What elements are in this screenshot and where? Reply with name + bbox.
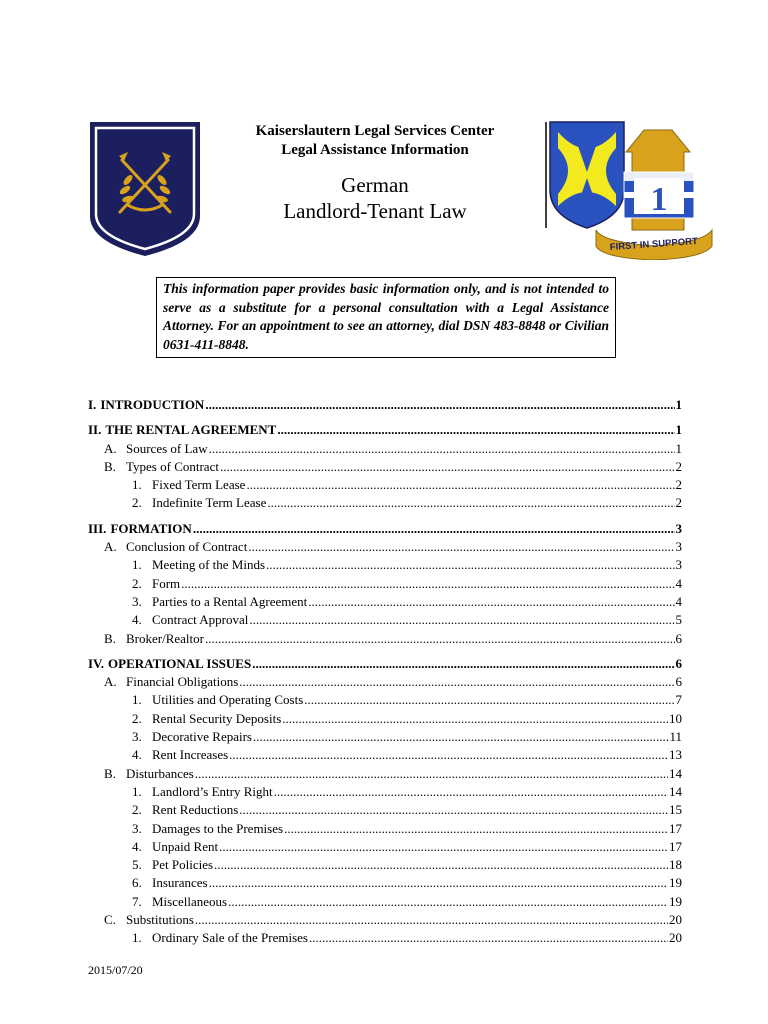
toc-entry-label: Disturbances <box>126 765 194 781</box>
toc-entry-label: OPERATIONAL ISSUES <box>108 655 252 671</box>
toc-entry-number: I. <box>88 397 97 412</box>
toc-leader-dots <box>181 575 674 593</box>
toc-entry[interactable] <box>88 575 682 593</box>
toc-leader-dots <box>220 458 675 476</box>
toc-entry-number: 1. <box>132 477 142 493</box>
toc-leader-dots <box>219 838 668 856</box>
toc-entry-number: 3. <box>132 593 142 609</box>
toc-entry-page: 2 <box>675 495 682 511</box>
toc-leader-dots <box>266 556 674 574</box>
document-title-line2: Landlord-Tenant Law <box>283 199 467 223</box>
document-header <box>210 122 540 224</box>
toc-entry[interactable] <box>88 396 682 414</box>
toc-entry[interactable] <box>88 611 682 629</box>
toc-entry-label: Insurances <box>152 875 208 891</box>
toc-leader-dots <box>193 520 675 538</box>
toc-entry[interactable] <box>88 630 682 648</box>
toc-entry-page: 18 <box>669 857 682 873</box>
toc-entry-page: 17 <box>669 820 682 836</box>
toc-leader-dots <box>284 820 668 838</box>
crest-motto: FIRST IN SUPPORT <box>609 235 699 254</box>
toc-entry-page: 20 <box>669 912 682 928</box>
toc-entry-number: 5. <box>132 857 142 873</box>
toc-entry-number: 2. <box>132 710 142 726</box>
toc-leader-dots <box>239 673 674 691</box>
toc-leader-dots <box>277 421 674 439</box>
toc-entry-page: 1 <box>675 422 682 438</box>
toc-entry-label: Decorative Repairs <box>152 729 252 745</box>
toc-entry-label: Indefinite Term Lease <box>152 495 267 511</box>
toc-entry-page: 11 <box>669 729 682 745</box>
toc-entry[interactable] <box>88 783 682 801</box>
toc-leader-dots <box>214 856 668 874</box>
toc-entry-page: 19 <box>669 893 682 909</box>
toc-entry-number: A. <box>104 674 117 690</box>
toc-entry[interactable] <box>88 673 682 691</box>
toc-entry-label: Rental Security Deposits <box>152 710 282 726</box>
toc-entry-page: 13 <box>669 747 682 763</box>
table-of-contents <box>88 396 682 948</box>
toc-entry[interactable] <box>88 874 682 892</box>
jag-corps-shield-icon <box>88 120 202 258</box>
toc-leader-dots <box>249 611 674 629</box>
toc-entry-page: 3 <box>675 557 682 573</box>
toc-leader-dots <box>246 476 674 494</box>
toc-entry-label: FORMATION <box>110 520 192 536</box>
toc-leader-dots <box>195 911 668 929</box>
toc-entry[interactable] <box>88 440 682 458</box>
toc-entry-label: Types of Contract <box>126 458 219 474</box>
toc-entry-number: A. <box>104 440 117 456</box>
toc-entry-number: 3. <box>132 820 142 836</box>
toc-entry[interactable] <box>88 593 682 611</box>
toc-entry-number: B. <box>104 765 116 781</box>
toc-entry[interactable] <box>88 856 682 874</box>
toc-entry[interactable] <box>88 458 682 476</box>
toc-entry-page: 5 <box>675 612 682 628</box>
toc-entry-page: 20 <box>669 930 682 946</box>
toc-entry-page: 14 <box>669 783 682 799</box>
toc-entry-number: 2. <box>132 575 142 591</box>
document-subtitle: Legal Assistance Information <box>281 142 469 158</box>
toc-entry-number: 3. <box>132 729 142 745</box>
toc-entry[interactable] <box>88 710 682 728</box>
toc-entry[interactable] <box>88 691 682 709</box>
toc-leader-dots <box>253 728 668 746</box>
toc-leader-dots <box>248 538 674 556</box>
toc-leader-dots <box>205 396 674 414</box>
toc-entry-number: 4. <box>132 838 142 854</box>
toc-entry-label: Substitutions <box>126 912 194 928</box>
toc-leader-dots <box>252 655 674 673</box>
toc-entry-label: Miscellaneous <box>152 893 228 909</box>
toc-entry[interactable] <box>88 820 682 838</box>
toc-entry[interactable] <box>88 494 682 512</box>
toc-entry[interactable] <box>88 801 682 819</box>
toc-entry[interactable] <box>88 520 682 538</box>
toc-entry-label: Contract Approval <box>152 612 249 628</box>
toc-entry-label: Parties to a Rental Agreement <box>152 593 308 609</box>
toc-entry-label: Pet Policies <box>152 857 214 873</box>
toc-entry-number: 6. <box>132 875 142 891</box>
toc-entry-page: 6 <box>675 630 682 646</box>
toc-entry[interactable] <box>88 538 682 556</box>
toc-entry[interactable] <box>88 655 682 673</box>
toc-entry-page: 4 <box>675 593 682 609</box>
toc-entry-number: 1. <box>132 783 142 799</box>
toc-leader-dots <box>267 494 674 512</box>
toc-entry[interactable] <box>88 421 682 439</box>
toc-entry-page: 3 <box>675 520 682 536</box>
crest-numeral: 1 <box>650 181 668 218</box>
toc-entry-label: Utilities and Operating Costs <box>152 692 304 708</box>
toc-entry-label: Sources of Law <box>126 440 208 456</box>
toc-entry-page: 17 <box>669 838 682 854</box>
toc-entry[interactable] <box>88 556 682 574</box>
toc-entry-label: INTRODUCTION <box>100 397 205 412</box>
toc-entry-page: 1 <box>675 397 682 412</box>
toc-entry[interactable] <box>88 746 682 764</box>
toc-entry-page: 6 <box>675 674 682 690</box>
toc-leader-dots <box>239 801 668 819</box>
toc-entry-label: Unpaid Rent <box>152 838 219 854</box>
unit-crest-icon <box>544 120 716 260</box>
toc-entry-number: B. <box>104 458 116 474</box>
toc-entry-number: 1. <box>132 692 142 708</box>
toc-entry-label: Rent Reductions <box>152 802 239 818</box>
toc-entry[interactable] <box>88 838 682 856</box>
toc-entry-number: 2. <box>132 495 142 511</box>
toc-entry-label: Form <box>152 575 181 591</box>
toc-leader-dots <box>228 893 668 911</box>
toc-entry-page: 14 <box>669 765 682 781</box>
toc-leader-dots <box>274 783 668 801</box>
toc-entry-number: III. <box>88 520 107 536</box>
toc-leader-dots <box>309 929 668 947</box>
toc-entry[interactable] <box>88 476 682 494</box>
toc-entry-number: IV. <box>88 655 105 671</box>
toc-entry-label: Fixed Term Lease <box>152 477 246 493</box>
toc-leader-dots <box>195 765 668 783</box>
toc-leader-dots <box>304 691 674 709</box>
toc-entry[interactable] <box>88 911 682 929</box>
toc-leader-dots <box>282 710 668 728</box>
toc-leader-dots <box>229 746 668 764</box>
toc-entry[interactable] <box>88 893 682 911</box>
disclaimer-box: This information paper provides basic information only, and is not intended to serve as a substitute for a personal consultation with a Legal Assistance Attorney. For an appointment to see an attorney, dial DSN 483-8848 or Civilian 0631-411-8848. <box>156 277 616 358</box>
toc-entry-number: C. <box>104 912 116 928</box>
toc-leader-dots <box>209 874 668 892</box>
toc-entry-label: Meeting of the Minds <box>152 557 266 573</box>
toc-entry[interactable] <box>88 765 682 783</box>
toc-leader-dots <box>205 630 675 648</box>
toc-entry-number: A. <box>104 539 117 555</box>
toc-entry-label: Landlord’s Entry Right <box>152 783 273 799</box>
toc-leader-dots <box>209 440 675 458</box>
toc-entry-number: II. <box>88 422 102 438</box>
toc-entry-label: Rent Increases <box>152 747 229 763</box>
toc-entry-page: 1 <box>675 440 682 456</box>
toc-entry-number: 1. <box>132 557 142 573</box>
toc-leader-dots <box>308 593 674 611</box>
toc-entry-page: 15 <box>669 802 682 818</box>
toc-entry-number: B. <box>104 630 116 646</box>
toc-entry-page: 2 <box>675 477 682 493</box>
toc-entry-page: 6 <box>675 655 682 671</box>
toc-entry-number: 2. <box>132 802 142 818</box>
toc-entry-number: 4. <box>132 612 142 628</box>
toc-entry-page: 3 <box>675 539 682 555</box>
toc-entry-label: Damages to the Premises <box>152 820 284 836</box>
toc-entry-number: 1. <box>132 930 142 946</box>
toc-entry-number: 7. <box>132 893 142 909</box>
organization-name: Kaiserslautern Legal Services Center <box>255 123 495 139</box>
toc-entry-page: 4 <box>675 575 682 591</box>
toc-entry-page: 10 <box>669 710 682 726</box>
footer-date: 2015/07/20 <box>88 963 143 977</box>
toc-entry-label: Broker/Realtor <box>126 630 204 646</box>
toc-entry-label: THE RENTAL AGREEMENT <box>105 422 277 438</box>
document-title-line1: German <box>341 173 409 197</box>
toc-entry-label: Ordinary Sale of the Premises <box>152 930 308 946</box>
toc-entry[interactable] <box>88 728 682 746</box>
toc-entry-label: Financial Obligations <box>126 674 239 690</box>
toc-entry-page: 2 <box>675 458 682 474</box>
toc-entry-number: 4. <box>132 747 142 763</box>
toc-entry-label: Conclusion of Contract <box>126 539 248 555</box>
toc-entry[interactable] <box>88 929 682 947</box>
toc-entry-page: 19 <box>669 875 682 891</box>
toc-entry-page: 7 <box>675 692 682 708</box>
